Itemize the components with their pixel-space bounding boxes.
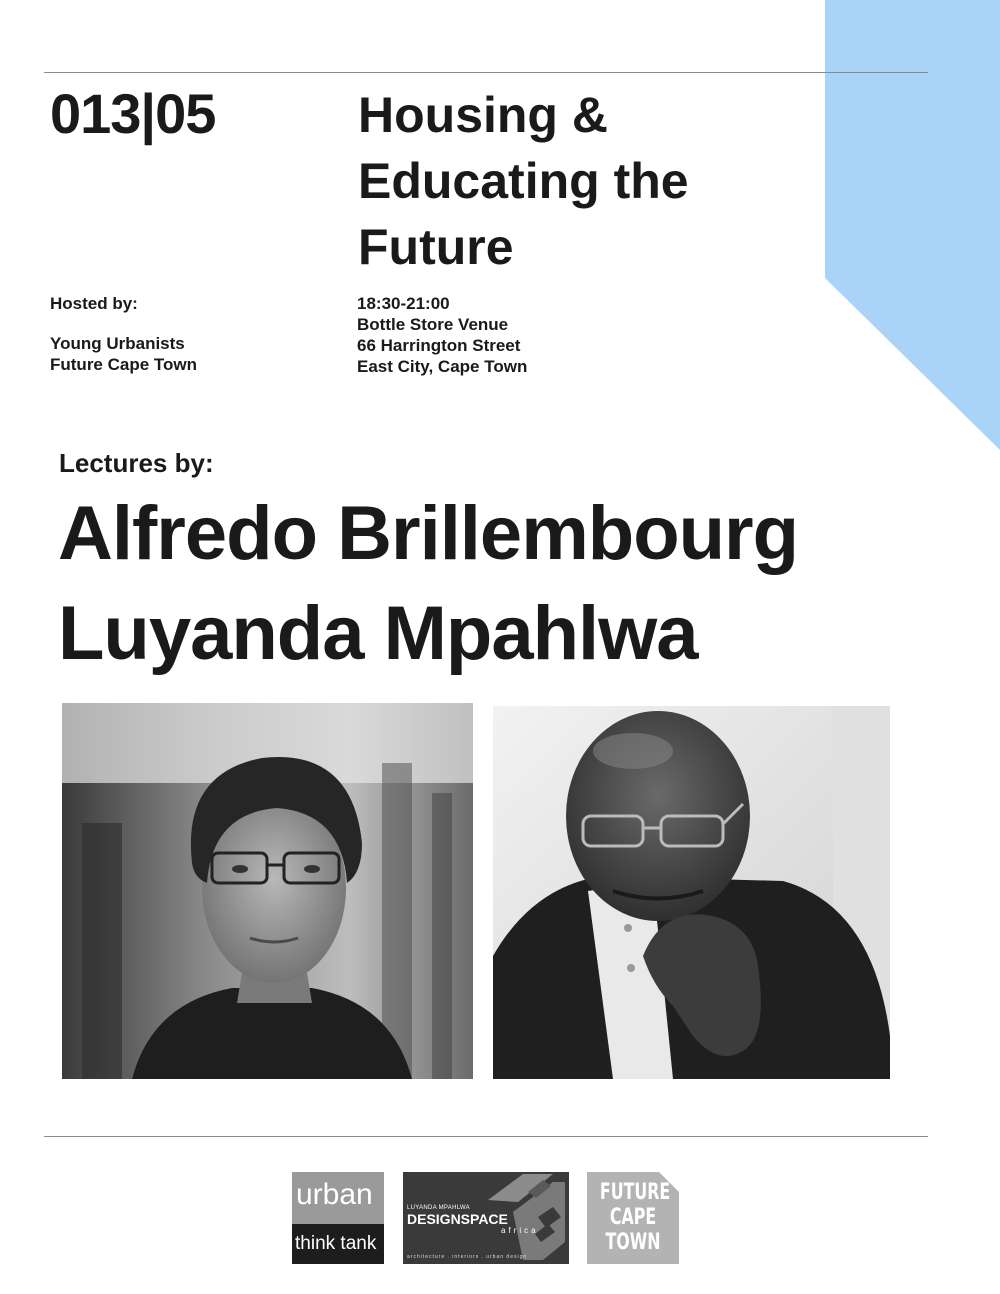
event-code: 013|05: [50, 82, 216, 145]
urban-think-tank-logo: [292, 1172, 384, 1264]
designspace-africa-logo: [403, 1172, 569, 1264]
designspace-logo-sub: africa: [501, 1226, 539, 1235]
event-title: [358, 82, 798, 280]
speaker-name: Alfredo Brillembourg: [58, 491, 799, 576]
lectures-by-label: Lectures by:: [59, 448, 214, 478]
future-cape-town-logo-line: TOWN: [605, 1230, 661, 1255]
host-name: Young Urbanists: [50, 334, 185, 353]
event-details: [357, 293, 527, 377]
event-time: 18:30-21:00: [357, 294, 450, 313]
urban-think-tank-logo-word: urban: [296, 1178, 373, 1211]
bottom-divider: [44, 1136, 928, 1137]
hosted-by-label: Hosted by:: [50, 294, 138, 313]
urban-think-tank-logo-subword: think tank: [295, 1233, 377, 1254]
designspace-logo-name: LUYANDA MPAHLWA: [407, 1205, 470, 1211]
event-title-line: Future: [358, 219, 514, 275]
host-list: [50, 333, 197, 375]
event-area: East City, Cape Town: [357, 357, 528, 376]
future-cape-town-logo-line: FUTURE: [599, 1180, 671, 1205]
speaker-photo-luyanda: [493, 706, 890, 1079]
top-divider: [44, 72, 928, 73]
designspace-logo-mark: DESIGNSPACE: [407, 1211, 508, 1227]
designspace-logo-tagline: architecture . interiors . urban design: [407, 1254, 528, 1260]
speaker-photo-alfredo: [62, 703, 473, 1079]
event-venue: Bottle Store Venue: [357, 315, 509, 334]
future-cape-town-logo-line: CAPE: [609, 1205, 657, 1230]
event-title-line: Housing &: [358, 87, 608, 143]
event-title-line: Educating the: [358, 153, 689, 209]
host-name: Future Cape Town: [50, 355, 198, 374]
future-cape-town-logo: [587, 1172, 679, 1264]
speaker-name: Luyanda Mpahlwa: [58, 591, 698, 676]
event-street: 66 Harrington Street: [357, 336, 521, 355]
